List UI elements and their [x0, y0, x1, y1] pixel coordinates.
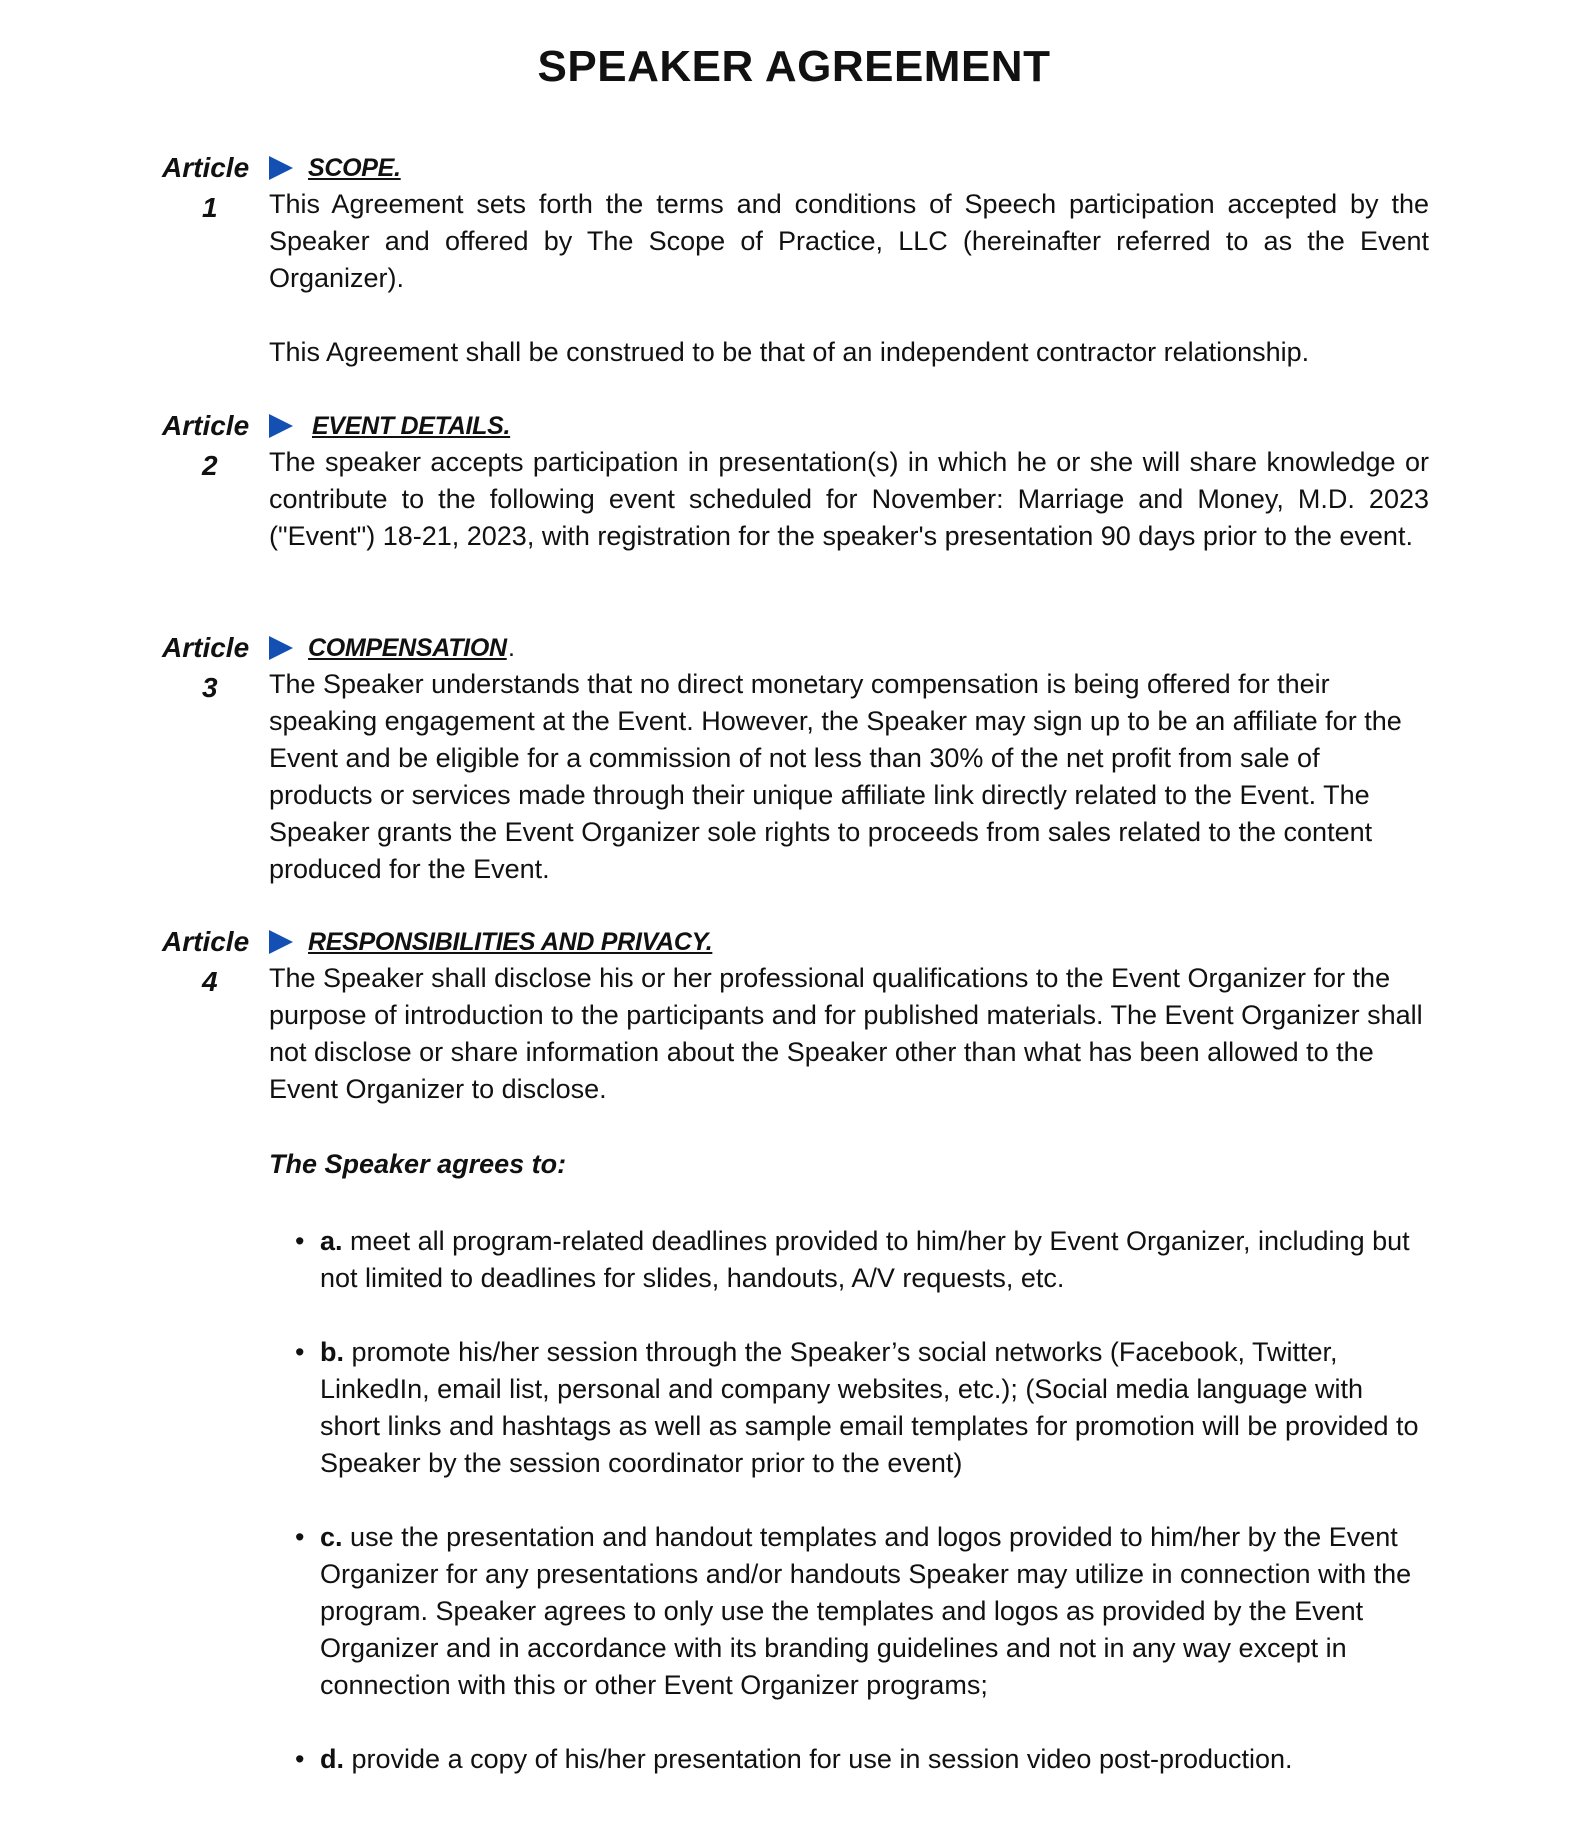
article-label: Article	[162, 926, 250, 957]
heading-text: COMPENSATION	[308, 634, 507, 662]
article-paragraph: The speaker accepts participation in presentation(s) in which he or she will share knowledge or contribute to the following event scheduled for November: Marriage and Money, M.D. 2023 ("Event") 18-21, 2023, with registration for the speaker's presentation 90 days prior to the event.	[269, 447, 1429, 551]
article-number: 1	[202, 192, 218, 223]
triangle-right-icon	[269, 636, 293, 660]
bullet-icon: •	[295, 1226, 305, 1256]
triangle-right-icon	[269, 930, 293, 954]
list-item	[269, 1334, 1429, 1482]
bullet-icon: •	[295, 1337, 305, 1367]
article-paragraph: This Agreement shall be construed to be that of an independent contractor relationship.	[269, 337, 1310, 367]
article-number: 4	[202, 966, 218, 997]
article-heading: RESPONSIBILITIES AND PRIVACY.	[308, 928, 713, 956]
article-heading: SCOPE.	[308, 154, 401, 182]
list-item	[269, 1223, 1429, 1297]
item-text: use the presentation and handout templates and logos provided to him/her by the Event Organizer for any presentations and/or handouts Speaker may utilize in connection with the program. Speaker agrees to only use the templates and logos as provided by the Event Organizer and in accordance with its branding guidelines and not in any way except in connection with this or other Event Organizer programs;	[320, 1522, 1412, 1700]
list-item	[269, 1519, 1429, 1704]
article-number: 3	[202, 672, 218, 703]
obligations-list	[269, 1223, 1429, 1778]
item-text: provide a copy of his/her presentation for use in session video post-production.	[351, 1744, 1293, 1774]
agrees-heading: The Speaker agrees to:	[269, 1149, 567, 1179]
article-heading: EVENT DETAILS.	[312, 412, 511, 440]
article-heading	[308, 630, 507, 666]
triangle-right-icon	[269, 414, 293, 438]
article-label: Article	[162, 632, 250, 663]
item-letter: d.	[320, 1744, 344, 1774]
article-number: 2	[202, 450, 218, 481]
triangle-right-icon	[269, 156, 293, 180]
article-paragraph: The Speaker shall disclose his or her professional qualifications to the Event Organizer for the purpose of introduction to the participants and for published materials. The Event Organizer shall not disclose or share information about the Speaker other than what has been allowed to the Event Organizer to disclose.	[269, 963, 1423, 1104]
document-title: SPEAKER AGREEMENT	[537, 42, 1051, 91]
item-letter: b.	[320, 1337, 344, 1367]
item-letter: a.	[320, 1226, 343, 1256]
heading-suffix: .	[508, 634, 515, 662]
bullet-icon: •	[295, 1522, 305, 1552]
article-paragraph: This Agreement sets forth the terms and conditions of Speech participation accepted by the Speaker and offered by The Scope of Practice, LLC (hereinafter referred to as the Event Organizer).	[269, 189, 1429, 293]
list-item	[269, 1741, 1429, 1778]
item-text: promote his/her session through the Speaker’s social networks (Facebook, Twitter, LinkedIn, email list, personal and company websites, etc.); (Social media language with short links and hashtags as well as sample email templates for promotion will be provided to Speaker by the session coordinator prior to the event)	[320, 1337, 1419, 1478]
article-label: Article	[162, 410, 250, 441]
bullet-icon: •	[295, 1744, 305, 1774]
article-label: Article	[162, 152, 250, 183]
item-text: meet all program-related deadlines provided to him/her by Event Organizer, including but not limited to deadlines for slides, handouts, A/V requests, etc.	[320, 1226, 1410, 1293]
item-letter: c.	[320, 1522, 343, 1552]
article-paragraph: The Speaker understands that no direct monetary compensation is being offered for their speaking engagement at the Event. However, the Speaker may sign up to be an affiliate for the Event and be eligible for a commission of not less than 30% of the net profit from sale of products or services made through their unique affiliate link directly related to the Event. The Speaker grants the Event Organizer sole rights to proceeds from sales related to the content produced for the Event.	[269, 669, 1402, 884]
